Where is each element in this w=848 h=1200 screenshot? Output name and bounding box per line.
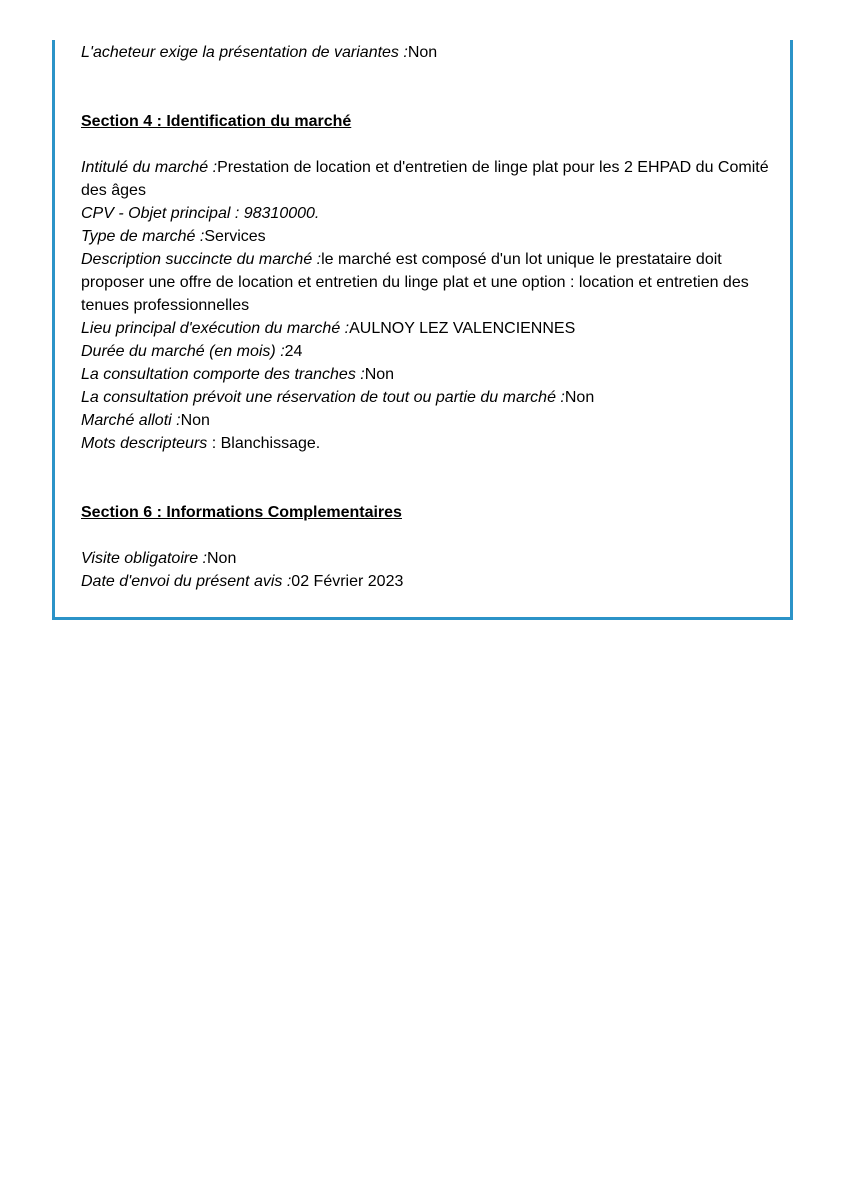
visite-value: Non — [207, 550, 237, 567]
type-value: Services — [204, 228, 266, 245]
visite-label: Visite obligatoire : — [81, 550, 207, 567]
tranches-line — [81, 363, 771, 386]
tranches-value: Non — [364, 366, 395, 383]
cpv-label: CPV - Objet principal : 98310000. — [81, 205, 320, 222]
lieu-value: AULNOY LEZ VALENCIENNES — [349, 320, 576, 337]
tranches-label: La consultation comporte des tranches : — [81, 366, 365, 383]
intitule-label: Intitulé du marché : — [81, 159, 218, 176]
variantes-label: L'acheteur exige la présentation de variantes : — [81, 44, 408, 61]
duree-line — [81, 340, 771, 363]
reservation-line — [81, 386, 771, 409]
variantes-line — [81, 41, 771, 64]
alloti-label: Marché alloti : — [81, 412, 181, 429]
reservation-value: Non — [564, 389, 595, 406]
mots-line — [81, 432, 771, 455]
duree-label: Durée du marché (en mois) : — [81, 343, 285, 360]
mots-value: : Blanchissage. — [211, 435, 321, 452]
date-envoi-line — [81, 570, 771, 593]
alloti-value: Non — [180, 412, 210, 429]
cpv-line — [81, 202, 771, 225]
lieu-line — [81, 317, 771, 340]
intitule-value: Prestation de location et d'entretien de linge plat pour les 2 EHPAD du Comité des âges — [81, 159, 769, 199]
reservation-label: La consultation prévoit une réservation de tout ou partie du marché : — [81, 389, 565, 406]
section4-title: Section 4 : Identification du marché — [81, 113, 352, 130]
mots-label: Mots descripteurs — [81, 435, 208, 452]
description-label: Description succincte du marché : — [81, 251, 322, 268]
intitule-line — [81, 156, 771, 202]
date-envoi-label: Date d'envoi du présent avis : — [81, 573, 292, 590]
lieu-label: Lieu principal d'exécution du marché : — [81, 320, 350, 337]
visite-line — [81, 547, 771, 570]
date-envoi-value: 02 Février 2023 — [291, 573, 404, 590]
type-line — [81, 225, 771, 248]
notice-content — [81, 41, 771, 593]
description-line — [81, 248, 771, 317]
variantes-value: Non — [407, 44, 438, 61]
type-label: Type de marché : — [81, 228, 205, 245]
description-value: le marché est composé d'un lot unique le prestataire doit proposer une offre de location et entretien du linge plat et une option : location et entretien des tenues professionnelles — [81, 251, 749, 314]
duree-value: 24 — [284, 343, 303, 360]
alloti-line — [81, 409, 771, 432]
section6-title: Section 6 : Informations Complementaires — [81, 504, 402, 521]
